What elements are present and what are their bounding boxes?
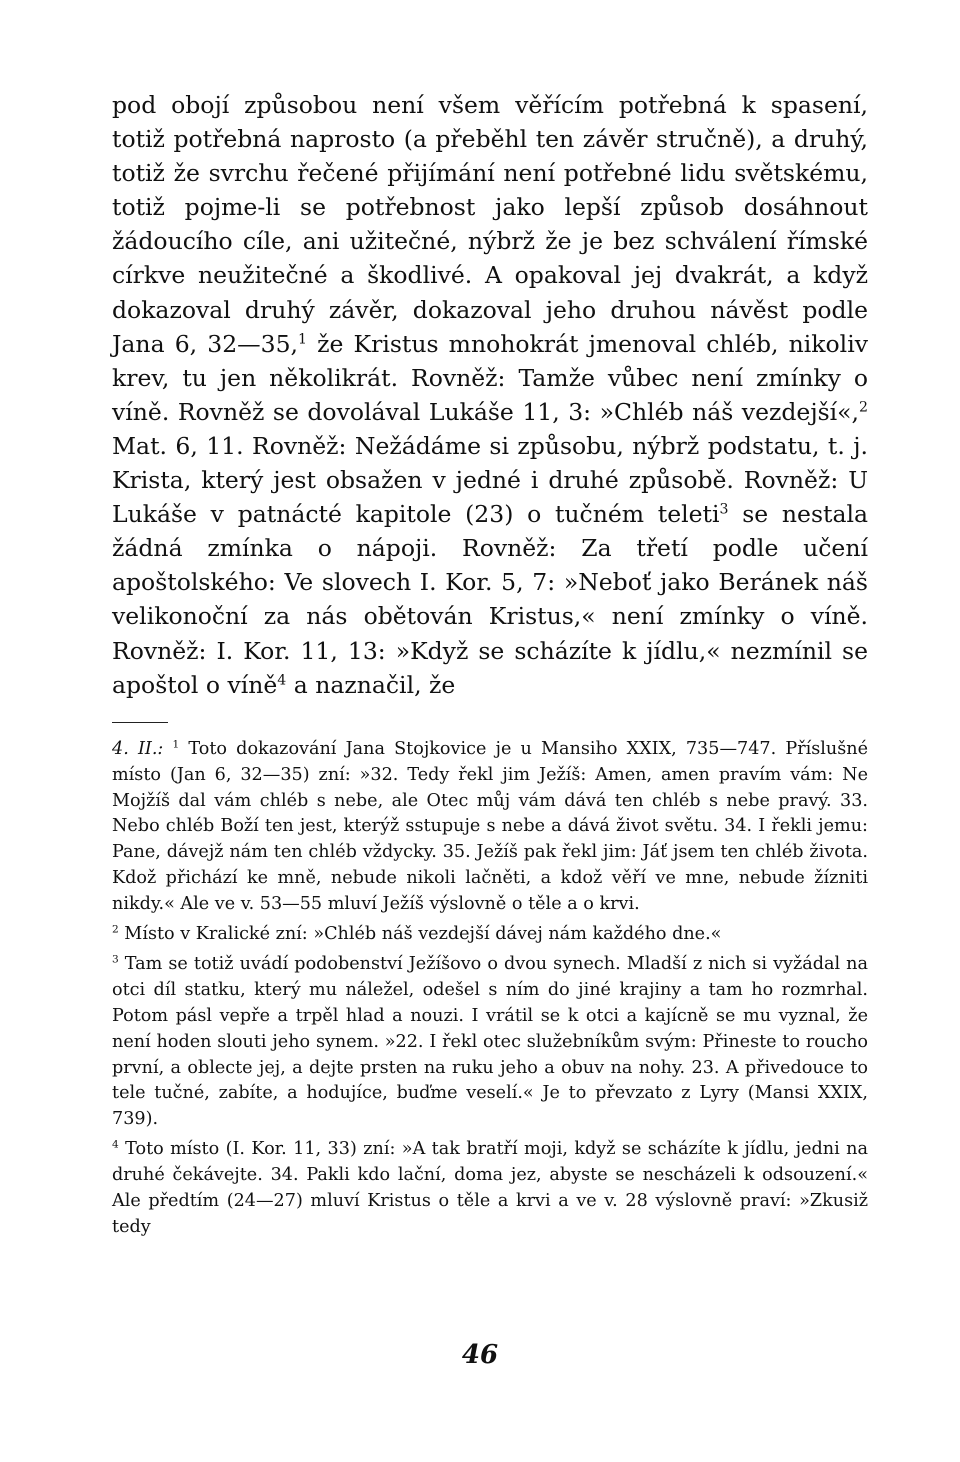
footnote-4 [112, 1137, 868, 1241]
footnote-3-text: Tam se totiž uvádí podobenství Ježíšovo o dvou synech. Mladší z nich si vyžádal na otci díl statku, který mu náležel, odešel s ním do jiné krajiny a tam ho rozmrhal. Potom pásl vepře a trpěl hlad a nouzi. I vrátil se k otci a kajícně se mu vyznal, že není hoden slouti jeho synem. »22. I řekl otec služebníkům svým: Přineste to roucho první, a oblecte jej, a dejte prsten na ruku jeho a obuv na nohy. 23. A přivedouce to tele tučné, zabíte, a hodujíce, buďme veselí.« Je to převzato z Lyry (Mansi XXIX, 739). [112, 953, 868, 1130]
page-number: 46 [461, 1340, 499, 1370]
footnote-2-text: Místo v Kralické zní: »Chléb náš vezdejší dávej nám každého dne.« [118, 924, 722, 945]
body-text-part-1: pod obojí způsobou není všem věřícím potřebná k spasení, totiž potřebná naprosto (a přeběhl ten závěr stručně), a druhý, totiž že svrchu řečené přijímání není potřebné lidu světskému, totiž pojme-li se potřebnost jako lepší způsob dosáhnout žádoucího cíle, ani užitečné, nýbrž že je bez schválení římské církve neužitečné a škodlivé. A opakoval jej dvakrát, a když dokazoval druhý závěr, dokazoval jeho druhou návěst podle Jana 6, 32—35, [112, 91, 868, 358]
footnote-2-number: 2 [112, 923, 119, 936]
footnote-1-number: 1 [172, 738, 180, 751]
footnote-mark-3: 3 [719, 501, 729, 518]
body-text-part-5: a naznačil, že [286, 670, 456, 699]
footnote-mark-1: 1 [298, 331, 307, 348]
footnote-mark-2: 2 [859, 399, 868, 416]
body-paragraph [112, 88, 868, 702]
main-text [112, 88, 868, 702]
footnote-4-number: 4 [112, 1138, 119, 1151]
page-content [112, 88, 868, 1245]
footnote-3 [112, 952, 868, 1133]
footnote-3-number: 3 [112, 953, 119, 966]
footnote-section-ref: 4. II.: [112, 738, 164, 759]
footnote-divider [112, 722, 168, 723]
footnotes [112, 737, 868, 1241]
footnote-1-text: Toto dokazování Jana Stojkovice je u Mansiho XXIX, 735—747. Příslušné místo (Jan 6, 32—35) zní: »32. Tedy řekl jim Ježíš: Amen, amen pravím vám: Ne Mojžíš dal vám chléb s nebe, ale Otec můj vám dává ten chléb s nebe pravý. 33. Nebo chléb Boží ten jest, kterýž sstupuje s nebe a dává život světu. 34. I řekli jemu: Pane, dávejž nám ten chléb vždycky. 35. Ježíš pak řekl jim: Jáť jsem ten chléb života. Kdož přichází ke mně, nebude nikoli lačněti, a kdož věří ve mne, nebude žízniti nikdy.« Ale ve v. 53—55 mluví Ježíš výslovně o těle a o krvi. [112, 738, 868, 915]
footnote-mark-4: 4 [277, 672, 287, 689]
body-text-part-4: se nestala žádná zmínka o nápoji. Rovněž: Za třetí podle učení apoštolského: Ve slovech I. Kor. 5, 7: »Neboť jako Beránek náš velikonoční za nás obětován Kristus,« není zmínky o víně. Rovněž: I. Kor. 11, 13: »Když se scházíte k jídlu,« nezmínil se apoštol o víně [112, 500, 868, 699]
footnote-2 [112, 922, 868, 948]
footnote-1 [112, 737, 868, 918]
footnote-4-text: Toto místo (I. Kor. 11, 33) zní: »A tak bratří moji, když se scházíte k jídlu, jedni na druhé čekávejte. 34. Pakli kdo lační, doma jez, abyste se nescházeli k odsouzení.« Ale předtím (24—27) mluví Kristus o těle a krvi a ve v. 28 výslovně praví: »Zkusiž tedy [112, 1139, 868, 1237]
body-text-part-3: Mat. 6, 11. Rovněž: Nežádáme si způsobu, nýbrž podstatu, t. j. Krista, který jest obsažen v jedné i druhé způsobě. Rovněž: U Lukáše v patnácté kapitole (23) o tučném teleti [112, 431, 868, 529]
body-text-part-2: že Kristus mnohokrát jmenoval chléb, nikoliv krev, tu jen několikrát. Rovněž: Tamže vůbec není zmínky o víně. Rovněž se dovolával Lukáše 11, 3: »Chléb náš vezdejší«, [112, 329, 868, 426]
